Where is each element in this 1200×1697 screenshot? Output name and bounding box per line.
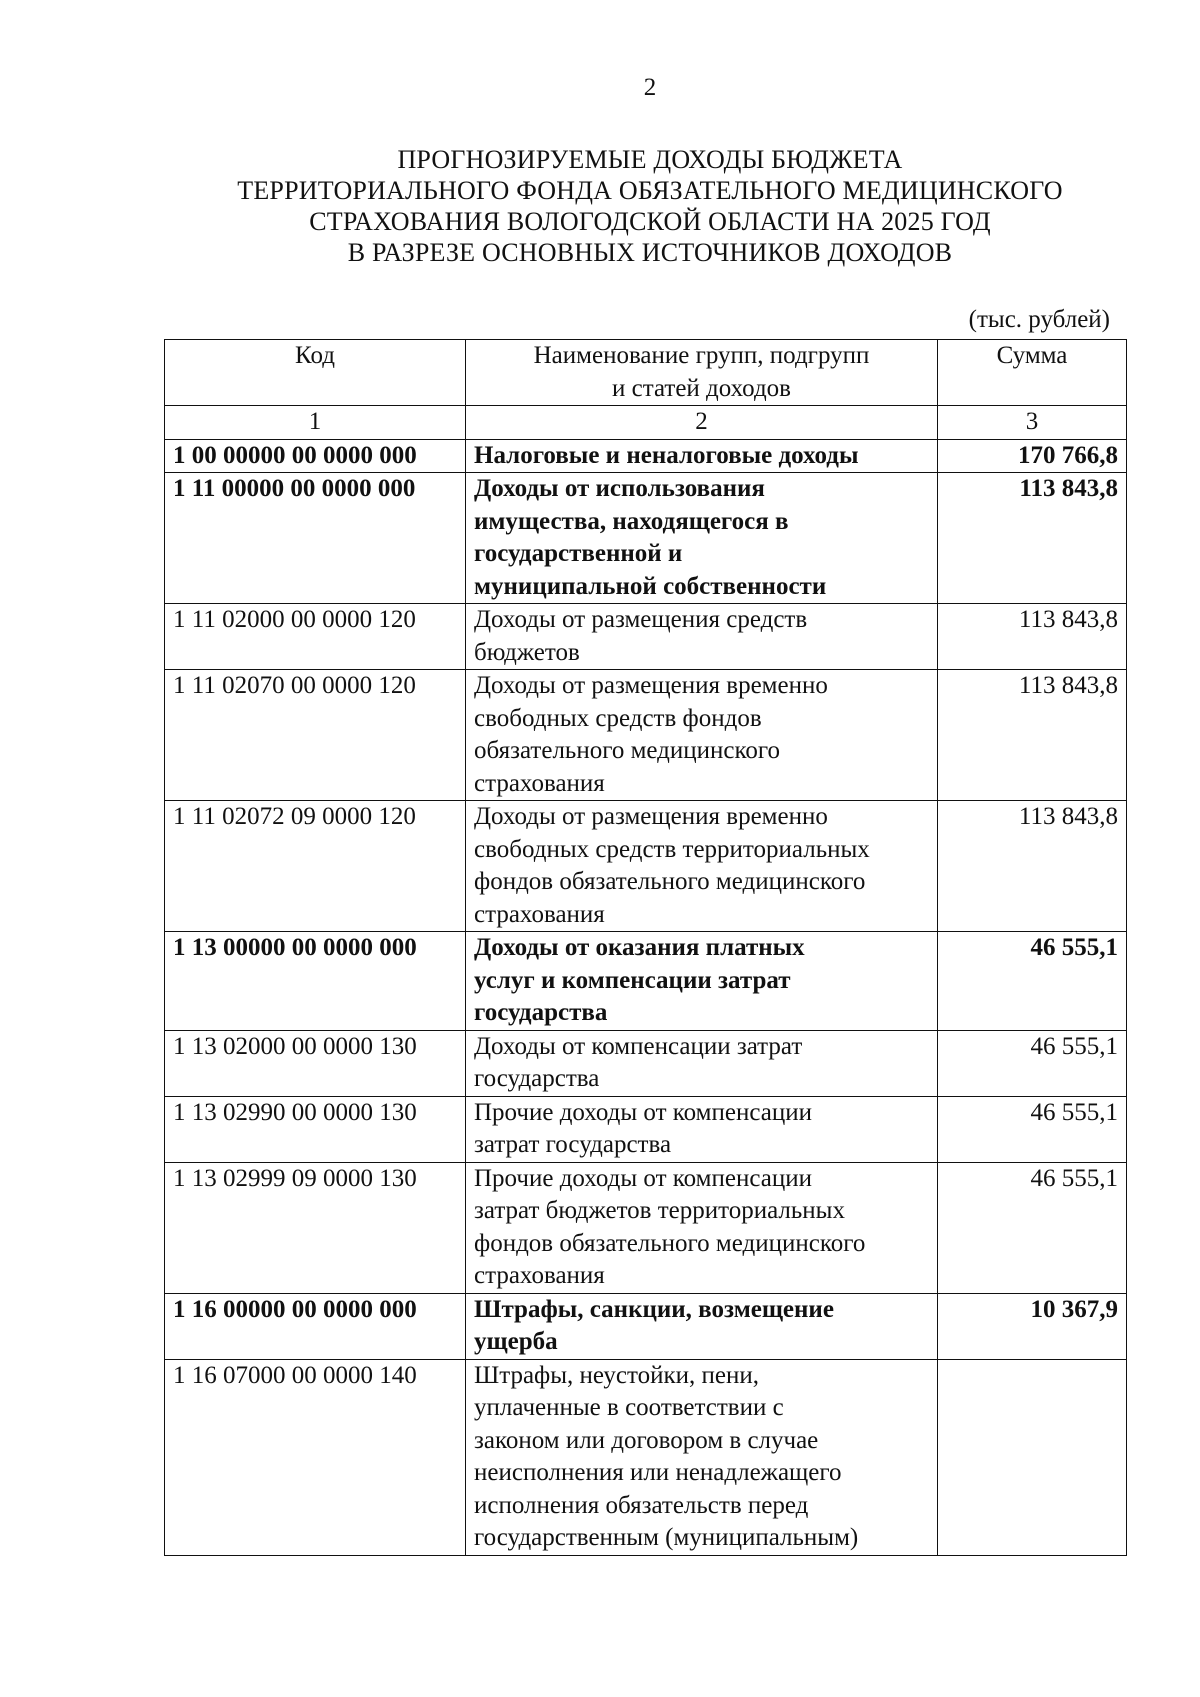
row-name-line: неисполнения или ненадлежащего <box>474 1459 842 1486</box>
row-name-line: государства <box>474 999 608 1026</box>
row-name-line: страхования <box>474 769 605 797</box>
row-name <box>466 1162 938 1293</box>
row-amount <box>938 1359 1127 1555</box>
table-row <box>165 1096 1127 1162</box>
title-line: ТЕРРИТОРИАЛЬНОГО ФОНДА ОБЯЗАТЕЛЬНОГО МЕДИЦИНСКОГО <box>237 176 1063 205</box>
header-amount: Сумма <box>938 340 1127 406</box>
row-name-line: исполнения обязательств перед <box>474 1491 809 1519</box>
row-name-line: имущества, находящегося в <box>474 507 789 535</box>
row-name <box>466 1096 938 1162</box>
row-amount: 46 555,1 <box>938 932 1127 1031</box>
row-name-line: Штрафы, санкции, возмещение <box>474 1295 834 1323</box>
row-code: 1 11 02070 00 0000 120 <box>165 670 466 801</box>
row-name-line: Доходы от размещения временно <box>474 803 828 830</box>
header-name-line: Наименование групп, подгрупп <box>533 342 870 369</box>
row-name-line: государственным (муниципальным) <box>474 1524 859 1551</box>
row-name <box>466 439 938 473</box>
document-title <box>0 144 1200 268</box>
header-name <box>466 340 938 406</box>
row-name <box>466 1359 938 1555</box>
title-line: ПРОГНОЗИРУЕМЫЕ ДОХОДЫ БЮДЖЕТА <box>397 145 903 174</box>
header-name-line: и статей доходов <box>611 374 791 402</box>
row-name-line: обязательного медицинского <box>474 737 781 764</box>
row-name-line: ущерба <box>474 1328 558 1355</box>
title-line: СТРАХОВАНИЯ ВОЛОГОДСКОЙ ОБЛАСТИ НА 2025 ГОД <box>309 207 991 236</box>
row-amount: 46 555,1 <box>938 1162 1127 1293</box>
row-amount: 113 843,8 <box>938 801 1127 932</box>
row-name-line: затрат бюджетов территориальных <box>474 1197 845 1224</box>
row-amount: 10 367,9 <box>938 1293 1127 1359</box>
row-name-line: государственной и <box>474 540 683 567</box>
row-code: 1 16 07000 00 0000 140 <box>165 1359 466 1555</box>
row-name-line: муниципальной собственности <box>474 572 827 600</box>
row-name-line: страхования <box>474 900 605 928</box>
table-row <box>165 1162 1127 1293</box>
row-name-line: Прочие доходы от компенсации <box>474 1164 812 1192</box>
row-name-line: законом или договором в случае <box>474 1426 819 1454</box>
row-name-line: уплаченные в соответствии с <box>474 1394 784 1421</box>
table-row <box>165 1359 1127 1555</box>
row-name-line: фондов обязательного медицинского <box>474 868 866 895</box>
row-name-line: свободных средств фондов <box>474 704 762 732</box>
row-name <box>466 604 938 670</box>
row-name-line: фондов обязательного медицинского <box>474 1229 866 1257</box>
units-label: (тыс. рублей) <box>968 306 1110 333</box>
row-name-line: страхования <box>474 1262 605 1289</box>
column-number-row <box>165 406 1127 440</box>
header-code: Код <box>165 340 466 406</box>
row-name <box>466 1030 938 1096</box>
row-name <box>466 670 938 801</box>
table-row <box>165 670 1127 801</box>
table-row <box>165 801 1127 932</box>
row-amount: 113 843,8 <box>938 473 1127 604</box>
row-amount: 113 843,8 <box>938 604 1127 670</box>
row-amount: 113 843,8 <box>938 670 1127 801</box>
table-header-row <box>165 340 1127 406</box>
row-code: 1 13 00000 00 0000 000 <box>165 932 466 1031</box>
table-row <box>165 1293 1127 1359</box>
row-name-line: Налоговые и неналоговые доходы <box>474 441 859 469</box>
row-name-line: Доходы от использования <box>474 475 765 502</box>
row-name-line: Штрафы, неустойки, пени, <box>474 1361 759 1389</box>
table-row <box>165 604 1127 670</box>
column-number: 1 <box>165 406 466 440</box>
row-name-line: Прочие доходы от компенсации <box>474 1098 812 1126</box>
row-name-line: услуг и компенсации затрат <box>474 966 791 994</box>
row-name <box>466 473 938 604</box>
row-name <box>466 1293 938 1359</box>
table-row <box>165 1030 1127 1096</box>
row-amount: 170 766,8 <box>938 439 1127 473</box>
table-row <box>165 932 1127 1031</box>
row-name-line: свободных средств территориальных <box>474 835 870 863</box>
revenue-table <box>164 339 1127 1556</box>
page-number: 2 <box>643 74 657 101</box>
row-code: 1 00 00000 00 0000 000 <box>165 439 466 473</box>
row-code: 1 16 00000 00 0000 000 <box>165 1293 466 1359</box>
row-code: 1 11 02000 00 0000 120 <box>165 604 466 670</box>
row-code: 1 13 02999 09 0000 130 <box>165 1162 466 1293</box>
column-number: 2 <box>466 406 938 440</box>
row-name-line: Доходы от размещения средств <box>474 606 808 633</box>
row-name <box>466 932 938 1031</box>
table-row <box>165 439 1127 473</box>
row-name-line: Доходы от компенсации затрат <box>474 1032 803 1060</box>
column-number: 3 <box>938 406 1127 440</box>
row-code: 1 11 00000 00 0000 000 <box>165 473 466 604</box>
table-row <box>165 473 1127 604</box>
row-name-line: затрат государства <box>474 1131 672 1158</box>
row-name-line: Доходы от оказания платных <box>474 934 805 961</box>
row-name <box>466 801 938 932</box>
row-code: 1 13 02990 00 0000 130 <box>165 1096 466 1162</box>
row-amount: 46 555,1 <box>938 1030 1127 1096</box>
row-amount: 46 555,1 <box>938 1096 1127 1162</box>
title-line: В РАЗРЕЗЕ ОСНОВНЫХ ИСТОЧНИКОВ ДОХОДОВ <box>347 238 953 267</box>
row-name-line: бюджетов <box>474 638 580 666</box>
row-code: 1 13 02000 00 0000 130 <box>165 1030 466 1096</box>
row-name-line: государства <box>474 1065 600 1092</box>
row-name-line: Доходы от размещения временно <box>474 672 828 699</box>
row-code: 1 11 02072 09 0000 120 <box>165 801 466 932</box>
